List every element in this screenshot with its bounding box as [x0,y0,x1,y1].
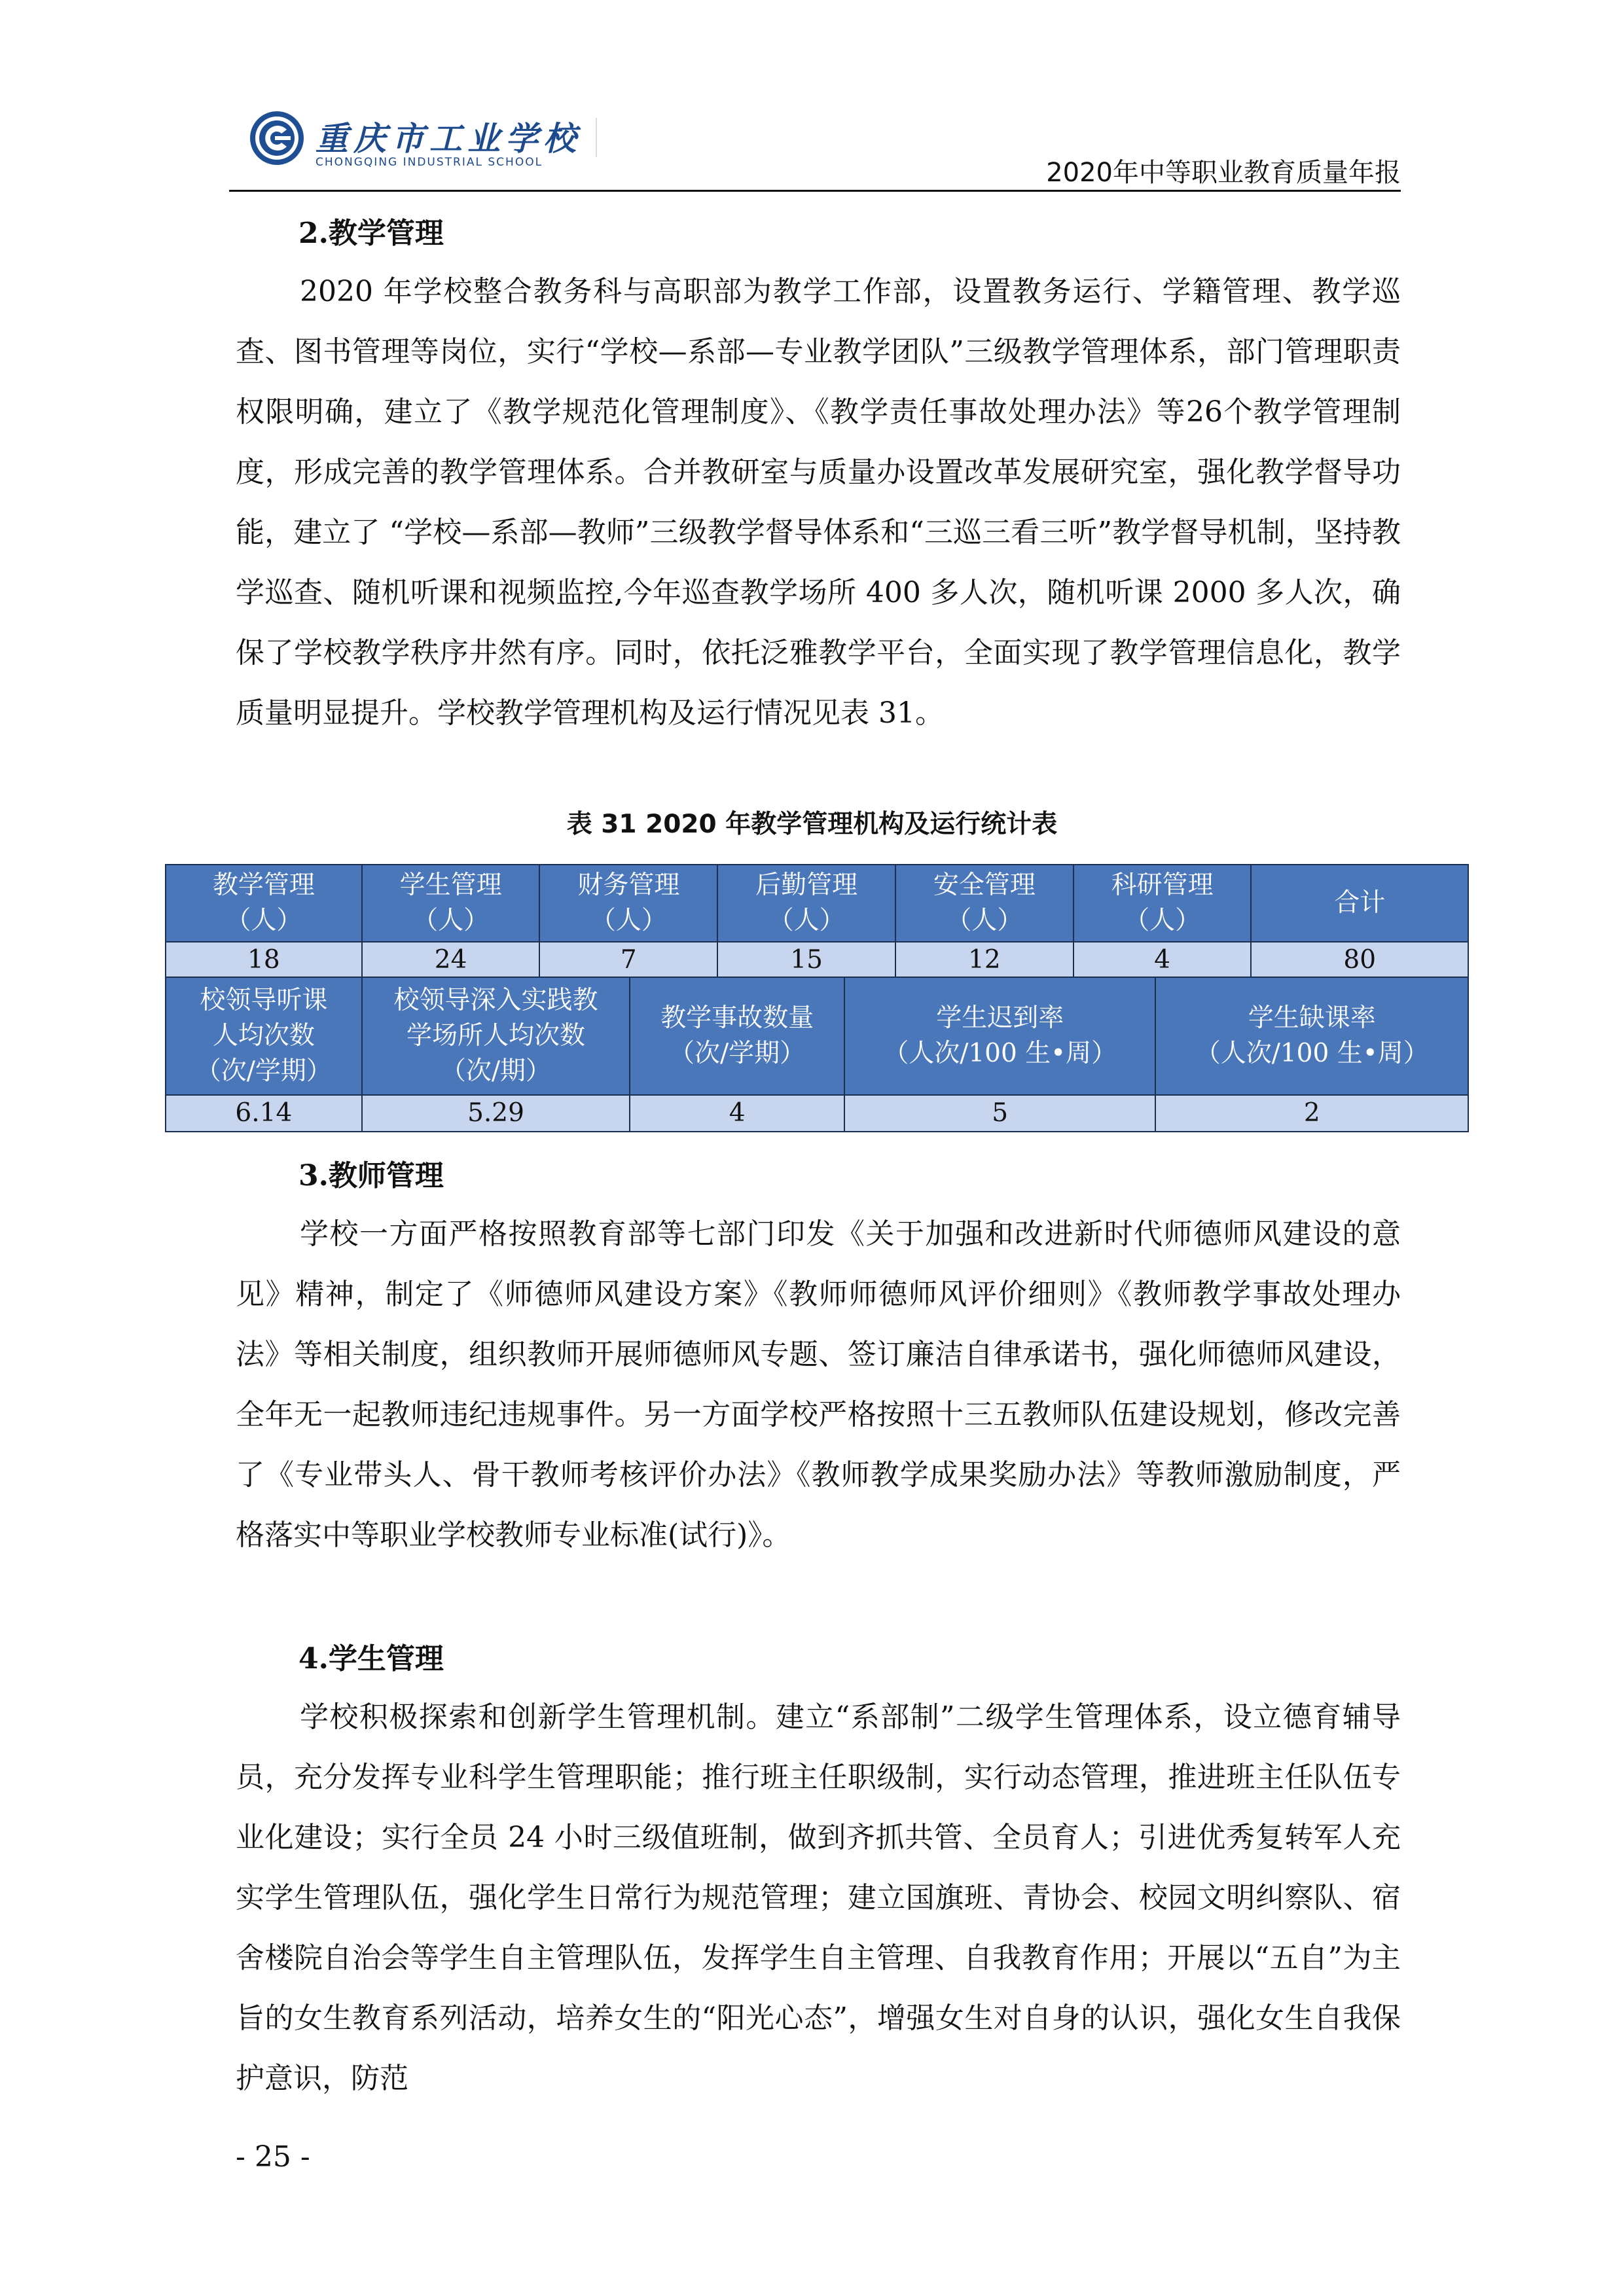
section-heading-teaching: 2.教学管理 [298,217,444,250]
section-body-student [236,1687,1401,2109]
table-cell: 24 [362,942,540,978]
table-header-cell: 校领导深入实践教 学场所人均次数 （次/期） [362,977,630,1095]
table-header-cell: 学生迟到率 （人次/100 生•周） [844,977,1156,1095]
table31-part1 [165,864,1469,979]
section-heading-teacher: 3.教师管理 [298,1159,444,1193]
table-cell: 7 [539,942,717,978]
table-header-cell: 后勤管理 （人） [717,865,895,942]
table-header-row [166,865,1468,942]
table-header-cell: 教学事故数量 （次/学期） [630,977,844,1095]
table-row [166,1095,1468,1132]
school-logo-english: CHONGQING INDUSTRIAL SCHOOL [316,156,543,169]
table-header-cell: 财务管理 （人） [539,865,717,942]
table-cell: 5.29 [362,1095,630,1132]
table-header-total: 合计 [1251,865,1468,942]
table-cell: 6.14 [166,1095,362,1132]
report-title: 2020年中等职业教育质量年报 [1046,158,1401,188]
paragraph-teacher: 学校一方面严格按照教育部等七部门印发《关于加强和改进新时代师德师风建设的意见》精神，制定了《师德师风建设方案》《教师师德师风评价细则》《教师教学事故处理办法》等相关制度，组织教师开展师德师风专题、签订廉洁自律承诺书，强化师德师风建设，全年无一起教师违纪违规事件。另一方面学校严格按照十三五教师队伍建设规划，修改完善了《专业带头人、骨干教师考核评价办法》《教师教学成果奖励办法》等教师激励制度，严格落实中等职业学校教师专业标准(试行)》。 [236,1217,1401,1552]
table-cell: 4 [630,1095,844,1132]
table-cell: 5 [844,1095,1156,1132]
section-body-teacher [236,1204,1401,1566]
paragraph-student: 学校积极探索和创新学生管理机制。建立“系部制”二级学生管理体系，设立德育辅导员，充分发挥专业科学生管理职能；推行班主任职级制，实行动态管理，推进班主任队伍专业化建设；实行全员 24 小时三级值班制，做到齐抓共管、全员育人；引进优秀复转军人充实学生管理队伍，强化学生日常行为规范管理；建立国旗班、青协会、校园文明纠察队、宿舍楼院自治会等学生自主管理队伍，发挥学生自主管理、自我教育作用；开展以“五自”为主旨的女生教育系列活动，培养女生的“阳光心态”，增强女生对自身的认识，强化女生自我保护意识，防范 [236,1700,1401,2095]
table-header-cell: 学生缺课率 （人次/100 生•周） [1155,977,1468,1095]
section-heading-student: 4.学生管理 [298,1642,444,1676]
paragraph-teaching: 2020 年学校整合教务科与高职部为教学工作部，设置教务运行、学籍管理、教学巡查、图书管理等岗位，实行“学校—系部—专业教学团队”三级教学管理体系，部门管理职责权限明确，建立了《教学规范化管理制度》、《教学责任事故处理办法》等26个教学管理制度，形成完善的教学管理体系。合并教研室与质量办设置改革发展研究室，强化教学督导功能，建立了 “学校—系部—教师”三级教学督导体系和“三巡三看三听”教学督导机制，坚持教学巡查、随机听课和视频监控,今年巡查教学场所 400 多人次，随机听课 2000 多人次，确保了学校教学秩序井然有序。同时，依托泛雅教学平台，全面实现了教学管理信息化，教学质量明显提升。学校教学管理机构及运行情况见表 31。 [236,275,1401,730]
logo-separator [596,118,597,157]
table-header-row [166,977,1468,1095]
table-header-cell: 科研管理 （人） [1074,865,1252,942]
page-number: - 25 - [236,2140,310,2174]
school-logo-name: 重庆市工业学校 [316,119,581,158]
table-cell: 18 [166,942,362,978]
table-cell: 2 [1155,1095,1468,1132]
table-cell: 12 [895,942,1074,978]
table-caption: 表 31 2020 年教学管理机构及运行统计表 [566,810,1058,839]
table-cell: 4 [1074,942,1252,978]
page-header [229,98,1401,196]
table-header-cell: 教学管理 （人） [166,865,362,942]
header-rule [229,190,1401,192]
table-row [166,942,1468,978]
table-cell: 15 [717,942,895,978]
table-header-cell: 学生管理 （人） [362,865,540,942]
table-header-cell: 校领导听课 人均次数 （次/学期） [166,977,362,1095]
table-cell: 80 [1251,942,1468,978]
table-header-cell: 安全管理 （人） [895,865,1074,942]
school-emblem-icon [249,110,305,166]
table31-part2 [165,977,1469,1132]
section-body-teaching [236,262,1401,744]
